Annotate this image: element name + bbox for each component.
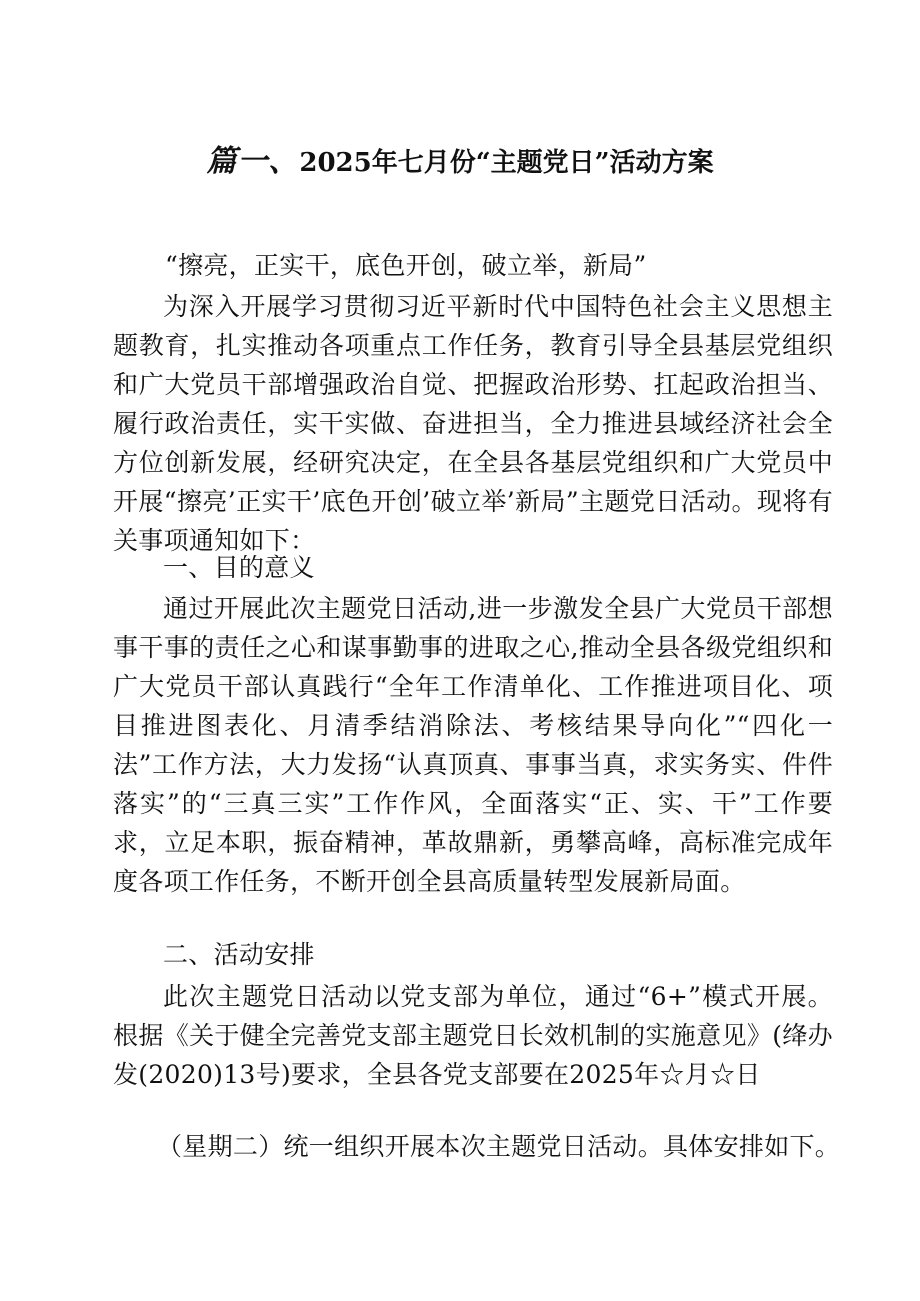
- purpose-paragraph: 通过开展此次主题党日活动,进一步激发全县广大党员干部想事干事的责任之心和谋事勤事的进取之心,推动全县各级党组织和广大党员干部认真践行“全年工作清单化、工作推进项目化、项目推进图表化、月清季结消除法、考核结果导向化”“四化一法”工作方法，大力发扬“认真顶真、事事当真，求实务实、件件落实”的“三真三实”工作作风，全面落实“正、实、干”工作要求，立足本职，振奋精神，革故鼎新，勇攀高峰，高标准完成年度各项工作任务，不断开创全县高质量转型发展新局面。: [113, 594, 833, 896]
- arrangement-paragraph: 此次主题党日活动以党支部为单位，通过“6+”模式开展。根据《关于健全完善党支部主题党日长效机制的实施意见》(绛办发(2020)13号)要求，全县各党支部要在2025年☆月☆日: [113, 982, 833, 1089]
- title-prefix: 篇一、: [206, 144, 300, 179]
- intro-paragraph: 为深入开展学习贯彻习近平新时代中国特色社会主义思想主题教育，扎实推动各项重点工作任务，教育引导全县基层党组织和广大党员干部增强政治自觉、把握政治形势、扛起政治担当、履行政治责任，实干实做、奋进担当，全力推进县域经济社会全方位创新发展，经研究决定，在全县各基层党组织和广大党员中开展“擦亮’正实干’底色开创’破立举’新局”主题党日活动。现将有关事项通知如下：: [113, 292, 833, 555]
- slogan: “擦亮，正实干，底色开创，破立举，新局”: [165, 251, 647, 280]
- document-title: [0, 142, 920, 183]
- closing-line: （星期二）统一组织开展本次主题党日活动。具体安排如下。: [157, 1132, 841, 1161]
- section-heading-purpose: 一、目的意义: [163, 553, 315, 582]
- section-heading-arrangement: 二、活动安排: [163, 940, 315, 969]
- title-main: 2025年七月份“主题党日”活动方案: [299, 148, 714, 178]
